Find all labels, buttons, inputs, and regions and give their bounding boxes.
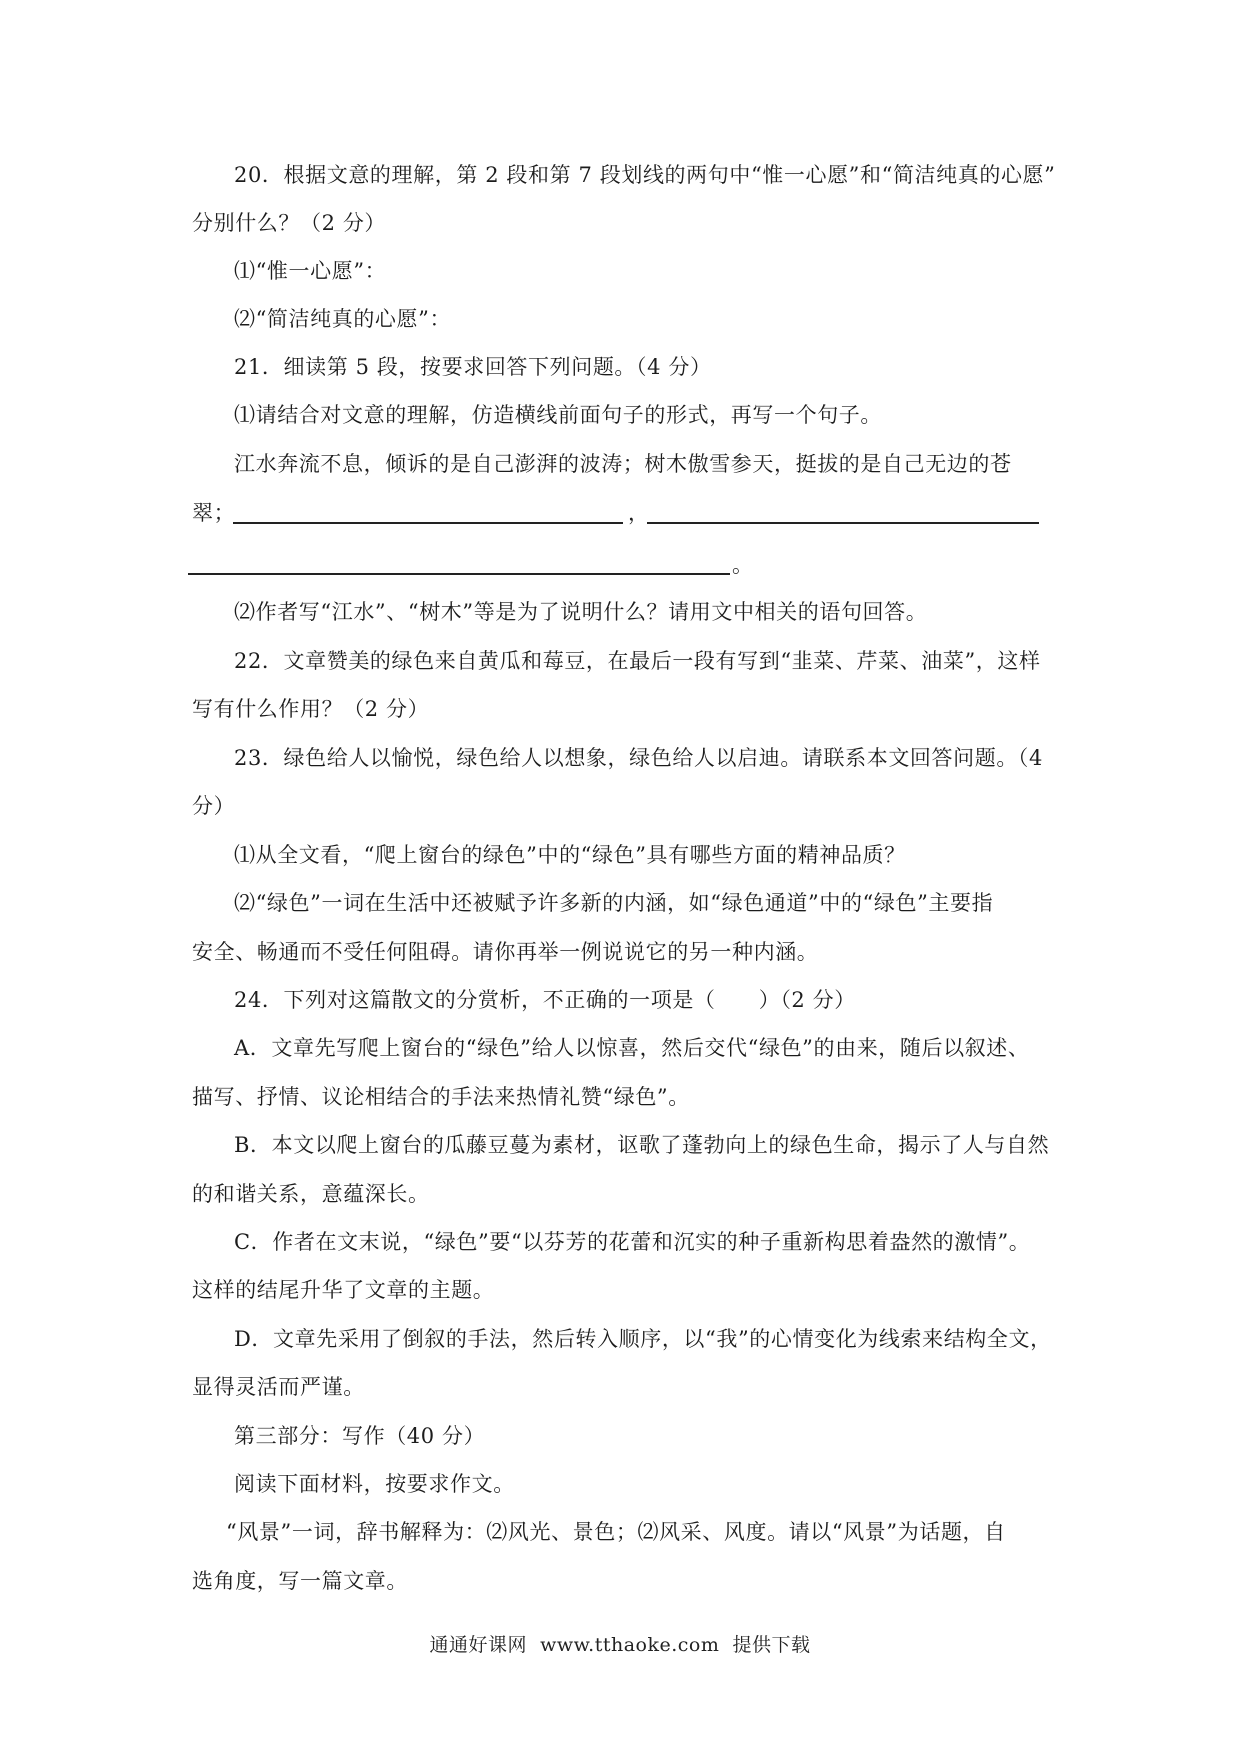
q24-option-c-line2: 这样的结尾升华了文章的主题。 bbox=[192, 1278, 495, 1302]
q20-sub1: ⑴“惟一心愿”： bbox=[234, 259, 387, 283]
q24-option-d-line2: 显得灵活而严谨。 bbox=[192, 1375, 365, 1399]
q22-prompt-line1: 22．文章赞美的绿色来自黄瓜和莓豆，在最后一段有写到“韭菜、芹菜、油菜”，这样 bbox=[234, 649, 1041, 673]
q21-blank-comma: ， bbox=[628, 501, 650, 525]
q21-example-line2: 翠； bbox=[192, 501, 236, 525]
q20-sub2: ⑵“简洁纯真的心愿”： bbox=[234, 307, 452, 331]
q21-example-line1: 江水奔流不息，倾诉的是自己澎湃的波涛；树木傲雪参天，挺拔的是自己无边的苍 bbox=[234, 452, 1012, 476]
q24-option-a-line2: 描写、抒情、议论相结合的手法来热情礼赞“绿色”。 bbox=[192, 1085, 690, 1109]
q24-option-c-line1: C．作者在文末说，“绿色”要“以芬芳的花蕾和沉实的种子重新构思着盎然的激情”。 bbox=[234, 1230, 1031, 1254]
q22-prompt-line2: 写有什么作用？（2 分） bbox=[192, 697, 430, 721]
q21-answer-blank-1[interactable] bbox=[233, 522, 623, 524]
q21-sub1: ⑴请结合对文意的理解，仿造横线前面句子的形式，再写一个句子。 bbox=[234, 403, 882, 427]
q24-option-b-line1: B．本文以爬上窗台的瓜藤豆蔓为素材，讴歌了蓬勃向上的绿色生命，揭示了人与自然 bbox=[234, 1133, 1050, 1157]
q21-answer-blank-3[interactable] bbox=[188, 573, 730, 575]
q20-prompt-line2: 分别什么？（2 分） bbox=[192, 211, 387, 235]
page-footer: 通通好课网 www.tthaoke.com 提供下载 bbox=[429, 1634, 811, 1656]
part3-material-line1: “风景”一词，辞书解释为：⑵风光、景色；⑵风采、风度。请以“风景”为话题，自 bbox=[226, 1520, 1006, 1544]
q23-prompt-line2: 分） bbox=[192, 794, 236, 818]
part3-instruction: 阅读下面材料，按要求作文。 bbox=[234, 1472, 515, 1496]
q20-prompt-line1: 20．根据文意的理解，第 2 段和第 7 段划线的两句中“惟一心愿”和“简洁纯真的心愿” bbox=[234, 163, 1056, 187]
part3-heading: 第三部分：写作（40 分） bbox=[234, 1424, 486, 1448]
q23-sub2-line2: 安全、畅通而不受任何阻碍。请你再举一例说说它的另一种内涵。 bbox=[192, 940, 819, 964]
q21-sub2: ⑵作者写“江水”、“树木”等是为了说明什么？请用文中相关的语句回答。 bbox=[234, 600, 928, 624]
q21-prompt: 21．细读第 5 段，按要求回答下列问题。（4 分） bbox=[234, 355, 712, 379]
q24-option-d-line1: D．文章先采用了倒叙的手法，然后转入顺序，以“我”的心情变化为线索来结构全文， bbox=[234, 1327, 1052, 1351]
q23-sub2-line1: ⑵“绿色”一词在生活中还被赋予许多新的内涵，如“绿色通道”中的“绿色”主要指 bbox=[234, 891, 994, 915]
part3-material-line2: 选角度，写一篇文章。 bbox=[192, 1569, 408, 1593]
q21-answer-blank-2[interactable] bbox=[647, 522, 1039, 524]
q23-sub1: ⑴从全文看，“爬上窗台的绿色”中的“绿色”具有哪些方面的精神品质？ bbox=[234, 843, 906, 867]
q21-blank-period: 。 bbox=[732, 553, 754, 577]
q24-option-b-line2: 的和谐关系，意蕴深长。 bbox=[192, 1182, 430, 1206]
q24-prompt: 24．下列对这篇散文的分赏析，不正确的一项是（ ）（2 分） bbox=[234, 988, 856, 1012]
q24-option-a-line1: A．文章先写爬上窗台的“绿色”给人以惊喜，然后交代“绿色”的由来，随后以叙述、 bbox=[234, 1036, 1030, 1060]
q23-prompt-line1: 23．绿色给人以愉悦，绿色给人以想象，绿色给人以启迪。请联系本文回答问题。（4 bbox=[234, 746, 1043, 770]
